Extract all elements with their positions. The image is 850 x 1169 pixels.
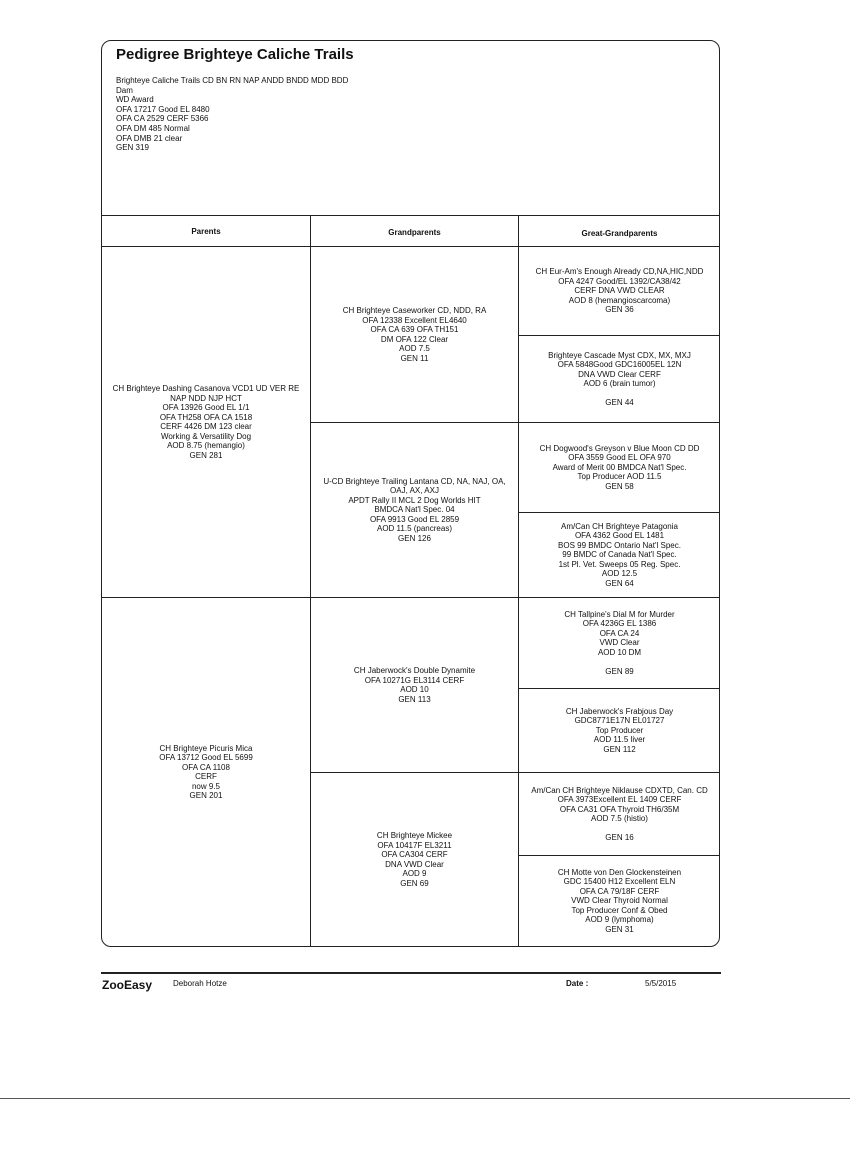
parent-sire: CH Brighteye Dashing Casanova VCD1 UD VER RE NAP NDD NJP HCT OFA 13926 Good EL 1/1 OFA TH258 OFA CA 1518 CERF 4426 DM 123 clear Working & Versatility Dog AOD 8.75 (hemangio) GEN 281 [112,384,300,460]
date-value: 5/5/2015 [645,979,677,988]
subject-info: Brighteye Caliche Trails CD BN RN NAP ANDD BNDD MDD BDD Dam WD Award OFA 17217 Good EL 8480 OFA CA 2529 CERF 5366 OFA DM 485 Normal OFA DMB 21 clear GEN 319 [116,76,349,153]
grandparent-2: U-CD Brighteye Trailing Lantana CD, NA, NAJ, OA, OAJ, AX, AXJ APDT Rally II MCL 2 Dog Worlds HIT BMDCA Nat'l Spec. 04 OFA 9913 Good EL 2859 AOD 11.5 (pancreas) GEN 126 [323,476,506,543]
grandparent-3: CH Jaberwock's Double Dynamite OFA 10271G EL3114 CERF AOD 10 GEN 113 [353,666,476,704]
brand-name: ZooEasy [102,978,153,992]
great-grandparent-6: CH Jaberwock's Frabjous Day GDC8771E17N EL01727 Top Producer AOD 11.5 liver GEN 112 [565,706,674,754]
scan-edge-line [0,1098,850,1099]
header-grandparents: Grandparents [388,228,441,237]
great-grandparent-2: Brighteye Cascade Myst CDX, MX, MXJ OFA 5848Good GDC16005EL 12N DNA VWD Clear CERF AOD 6 (brain tumor) GEN 44 [548,350,691,407]
page-title: Pedigree Brighteye Caliche Trails [116,46,354,63]
owner-name: Deborah Hotze [173,979,227,988]
header-great-grandparents: Great-Grandparents [581,229,658,238]
parent-dam: CH Brighteye Picuris Mica OFA 13712 Good EL 5699 OFA CA 1108 CERF now 9.5 GEN 201 [159,743,253,800]
great-grandparent-3: CH Dogwood's Greyson v Blue Moon CD DD OFA 3559 Good EL OFA 970 Award of Merit 00 BMDCA Nat'l Spec. Top Producer AOD 11.5 GEN 58 [539,443,700,491]
grandparent-1: CH Brighteye Caseworker CD, NDD, RA OFA 12338 Excellent EL4640 OFA CA 639 OFA TH151 DM OFA 122 Clear AOD 7.5 GEN 11 [342,306,487,363]
footer-rule [101,972,721,974]
great-grandparent-7: Am/Can CH Brighteye Niklause CDXTD, Can. CD OFA 3973Excellent EL 1409 CERF OFA CA31 OFA Thyroid TH6/35M AOD 7.5 (histio) GEN 16 [531,785,708,842]
date-label: Date : [566,979,589,988]
header-top-line [102,215,720,216]
great-grandparent-5: CH Tallpine's Dial M for Murder OFA 4236G EL 1386 OFA CA 24 VWD Clear AOD 10 DM GEN 89 [564,609,675,676]
header-parents: Parents [191,227,221,236]
great-grandparent-4: Am/Can CH Brighteye Patagonia OFA 4362 Good EL 1481 BOS 99 BMDC Ontario Nat'l Spec. 99 BMDC of Canada Nat'l Spec. 1st Pl. Vet. Sweeps 05 Reg. Spec. AOD 12.5 GEN 64 [558,521,681,588]
great-grandparent-1: CH Eur-Am's Enough Already CD,NA,HIC,NDD OFA 4247 Good/EL 1392/CA38/42 CERF DNA VWD CLEAR AOD 8 (hemangioscarcoma) GEN 36 [535,267,704,315]
grandparent-4: CH Brighteye Mickee OFA 10417F EL3211 OFA CA304 CERF DNA VWD Clear AOD 9 GEN 69 [376,831,453,888]
great-grandparent-8: CH Motte von Den Glockensteinen GDC 15400 H12 Excellent ELN OFA CA 79/18F CERF VWD Clear Thyroid Normal Top Producer Conf & Obed AOD 9 (lymphoma) GEN 31 [557,867,682,934]
